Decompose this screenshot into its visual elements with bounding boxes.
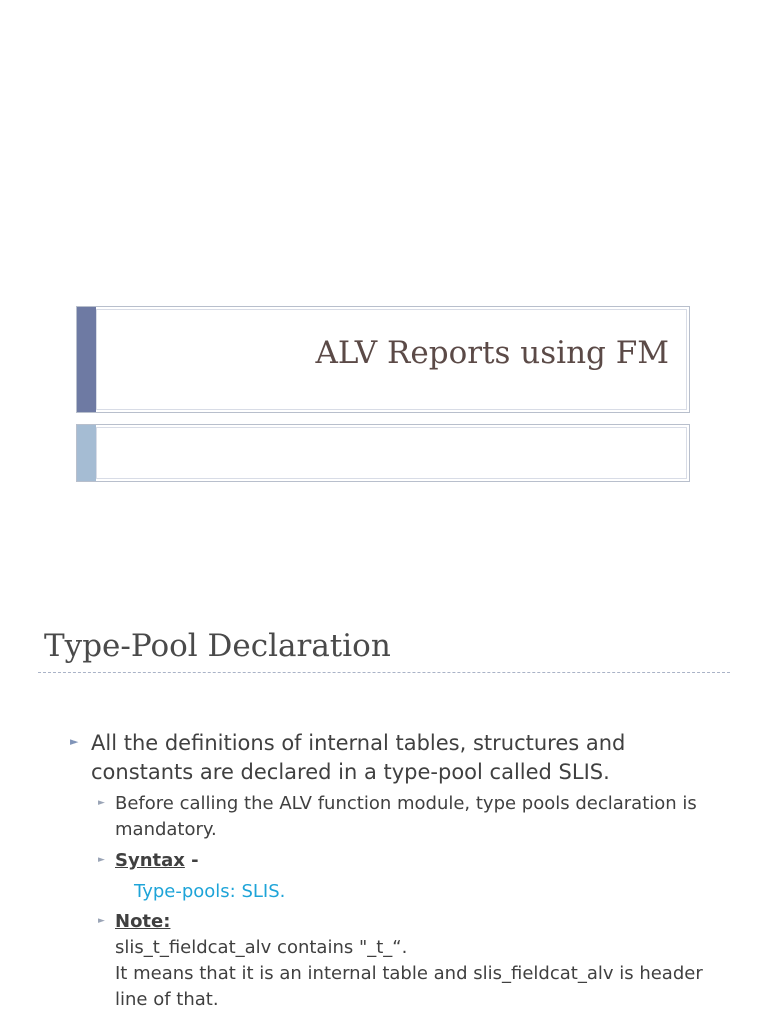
slide2-title: Type-Pool Declaration: [44, 628, 391, 664]
syntax-line: [115, 848, 718, 874]
subtitle-accent-bar: [77, 425, 96, 481]
note-line-2: It means that it is an internal table and slis_fieldcat_alv is header line of that.: [115, 963, 703, 1010]
note-block: [115, 909, 718, 1013]
sub-bullet-note: [98, 909, 718, 1013]
bullet-arrow-icon: ►: [70, 735, 79, 748]
sub-bullet-syntax: [98, 848, 718, 874]
syntax-label: Syntax: [115, 850, 185, 871]
sub-bullet-arrow-icon: ►: [98, 916, 105, 926]
sub-bullet-text: Before calling the ALV function module, type pools declaration is mandatory.: [115, 793, 697, 840]
syntax-separator: -: [184, 850, 199, 871]
note-label: Note:: [115, 911, 171, 932]
syntax-code: Type-pools: SLIS.: [134, 881, 286, 902]
slide1-title-box: [76, 306, 690, 413]
note-line-1: slis_t_fieldcat_alv contains "_t_“.: [115, 937, 408, 958]
title-divider: [38, 672, 730, 673]
bullet-main-text: All the definitions of internal tables, structures and constants are declared in a type-pool called SLIS.: [91, 731, 626, 784]
subtitle-box-inner-border: [96, 427, 687, 479]
sub-bullet-arrow-icon: ►: [98, 798, 105, 808]
sub-bullet-before-calling: [98, 791, 718, 843]
slide1-title: ALV Reports using FM: [315, 335, 669, 371]
sub-bullet-arrow-icon: ►: [98, 855, 105, 865]
title-accent-bar: [77, 307, 96, 412]
slide1-subtitle-box: [76, 424, 690, 482]
bullet-main: [70, 729, 730, 787]
